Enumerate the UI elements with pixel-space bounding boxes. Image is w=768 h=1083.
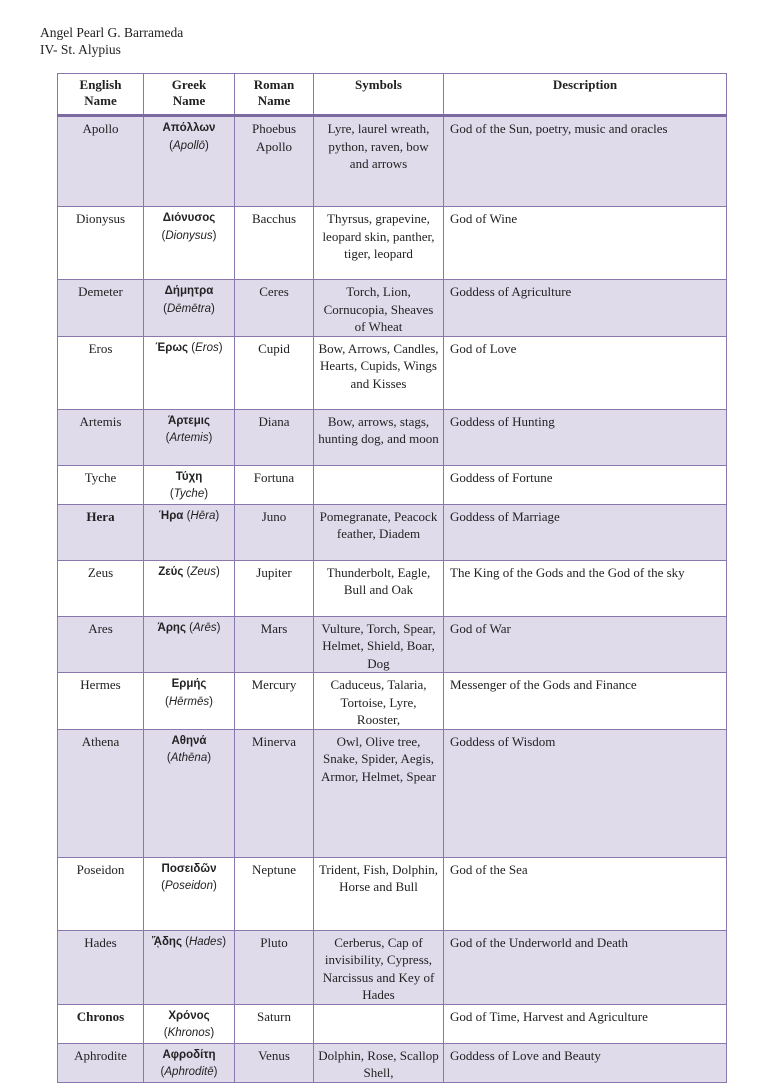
- cell-description: God of Wine: [444, 207, 727, 280]
- cell-symbols: Bow, Arrows, Candles, Hearts, Cupids, Wings and Kisses: [314, 336, 444, 409]
- cell-english-name: Apollo: [58, 116, 144, 207]
- cell-roman-name: Diana: [235, 409, 314, 465]
- cell-symbols: Pomegranate, Peacock feather, Diadem: [314, 504, 444, 560]
- cell-greek-name: Έρως (Eros): [144, 336, 235, 409]
- cell-symbols: Lyre, laurel wreath, python, raven, bow and arrows: [314, 116, 444, 207]
- table-row: [58, 560, 727, 616]
- greek-transliteration: Artemis: [169, 432, 209, 444]
- cell-roman-name: Jupiter: [235, 560, 314, 616]
- cell-symbols: Torch, Lion, Cornucopia, Sheaves of Wheat: [314, 280, 444, 337]
- greek-transliteration: Hērmēs: [168, 695, 210, 708]
- cell-roman-name: Phoebus Apollo: [235, 116, 314, 207]
- cell-greek-name: Χρόνος (Khronos): [144, 1004, 235, 1043]
- greek-word: Χρόνος: [168, 1009, 210, 1022]
- greek-word: Διόνυσος: [162, 212, 216, 224]
- greek-transliteration: Aphroditē: [164, 1066, 214, 1078]
- cell-roman-name: Mars: [235, 616, 314, 673]
- greek-word: Άρτεμις: [168, 414, 210, 427]
- cell-symbols: Dolphin, Rose, Scallop Shell,: [314, 1043, 444, 1082]
- cell-greek-name: Ζεύς (Zeus): [144, 560, 235, 616]
- cell-english-name: Chronos: [58, 1004, 144, 1043]
- greek-word: Ερμής: [171, 678, 207, 690]
- cell-roman-name: Juno: [235, 504, 314, 560]
- cell-english-name: Ares: [58, 616, 144, 673]
- cell-greek-name: Αθηνά (Athēna): [144, 729, 235, 857]
- cell-description: God of the Underworld and Death: [444, 930, 727, 1004]
- table-row: [58, 116, 727, 207]
- cell-english-name: Hermes: [58, 673, 144, 730]
- greek-word: Απόλλων: [162, 122, 216, 134]
- class-section: IV- St. Alypius: [40, 42, 121, 57]
- greek-word: Ζεύς: [158, 565, 184, 578]
- cell-roman-name: Mercury: [235, 673, 314, 730]
- greek-word: Δήμητρα: [164, 285, 214, 297]
- greek-transliteration: Khronos: [167, 1027, 211, 1039]
- cell-english-name: Eros: [58, 336, 144, 409]
- greek-word: Τύχη: [175, 470, 203, 483]
- author-block: [40, 24, 183, 58]
- cell-english-name: Poseidon: [58, 857, 144, 930]
- cell-symbols: Caduceus, Talaria, Tortoise, Lyre, Rooster,: [314, 673, 444, 730]
- table-row: [58, 616, 727, 673]
- cell-description: Goddess of Hunting: [444, 409, 727, 465]
- cell-english-name: Hera: [58, 504, 144, 560]
- cell-english-name: Artemis: [58, 409, 144, 465]
- table-row: [58, 504, 727, 560]
- greek-word: Έρως: [155, 341, 189, 354]
- author-name: Angel Pearl G. Barrameda: [40, 25, 184, 40]
- cell-english-name: Athena: [58, 729, 144, 857]
- cell-roman-name: Neptune: [235, 857, 314, 930]
- cell-roman-name: Minerva: [235, 729, 314, 857]
- cell-description: Messenger of the Gods and Finance: [444, 673, 727, 730]
- cell-greek-name: Άρτεμις (Artemis): [144, 409, 235, 465]
- greek-word: Αθηνά: [171, 734, 207, 747]
- cell-greek-name: ᾍδης (Hades): [144, 930, 235, 1004]
- cell-description: God of Love: [444, 336, 727, 409]
- cell-roman-name: Saturn: [235, 1004, 314, 1043]
- table-row: [58, 336, 727, 409]
- cell-greek-name: Ερμής (Hērmēs): [144, 673, 235, 730]
- cell-description: Goddess of Marriage: [444, 504, 727, 560]
- cell-symbols: Cerberus, Cap of invisibility, Cypress, Narcissus and Key of Hades: [314, 930, 444, 1004]
- greek-transliteration: Dionysus: [165, 229, 213, 242]
- cell-greek-name: Απόλλων (Apollō): [144, 116, 235, 207]
- cell-greek-name: Ήρα (Hēra): [144, 504, 235, 560]
- greek-transliteration: Athēna: [170, 752, 208, 764]
- table-row: [58, 409, 727, 465]
- greek-transliteration: Hēra: [190, 509, 216, 522]
- header-greek-name: Greek Name: [144, 74, 235, 116]
- greek-word: ᾍδης: [151, 935, 182, 948]
- header-roman-name: Roman Name: [235, 74, 314, 116]
- table-row: [58, 465, 727, 504]
- cell-roman-name: Venus: [235, 1043, 314, 1082]
- table-row: [58, 930, 727, 1004]
- cell-roman-name: Cupid: [235, 336, 314, 409]
- cell-description: Goddess of Fortune: [444, 465, 727, 504]
- table-row: [58, 207, 727, 280]
- header-english-name: English Name: [58, 74, 144, 116]
- cell-description: God of the Sun, poetry, music and oracles: [444, 116, 727, 207]
- greek-transliteration: Zeus: [190, 565, 216, 578]
- greek-transliteration: Eros: [195, 341, 219, 354]
- cell-symbols: Thyrsus, grapevine, leopard skin, panther, tiger, leopard: [314, 207, 444, 280]
- greek-transliteration: Tyche: [173, 488, 205, 500]
- table-header-row: [58, 74, 727, 116]
- cell-description: The King of the Gods and the God of the sky: [444, 560, 727, 616]
- cell-english-name: Aphrodite: [58, 1043, 144, 1082]
- cell-symbols: Owl, Olive tree, Snake, Spider, Aegis, Armor, Helmet, Spear: [314, 729, 444, 857]
- cell-greek-name: Άρης (Arēs): [144, 616, 235, 673]
- cell-english-name: Demeter: [58, 280, 144, 337]
- cell-description: God of War: [444, 616, 727, 673]
- cell-english-name: Zeus: [58, 560, 144, 616]
- cell-symbols: [314, 465, 444, 504]
- cell-english-name: Tyche: [58, 465, 144, 504]
- cell-greek-name: Διόνυσος (Dionysus): [144, 207, 235, 280]
- table-row: [58, 673, 727, 730]
- cell-symbols: Thunderbolt, Eagle, Bull and Oak: [314, 560, 444, 616]
- table-row: [58, 280, 727, 337]
- greek-transliteration: Dēmētra: [166, 302, 212, 315]
- cell-english-name: Hades: [58, 930, 144, 1004]
- cell-description: God of Time, Harvest and Agriculture: [444, 1004, 727, 1043]
- gods-table: [57, 73, 727, 1083]
- greek-word: Άρης: [157, 621, 186, 634]
- cell-greek-name: Δήμητρα (Dēmētra): [144, 280, 235, 337]
- greek-word: Αφροδίτη: [162, 1048, 216, 1061]
- header-description: Description: [444, 74, 727, 116]
- greek-word: Ήρα: [158, 509, 184, 522]
- cell-greek-name: Ποσειδῶν (Poseidon): [144, 857, 235, 930]
- cell-symbols: Trident, Fish, Dolphin, Horse and Bull: [314, 857, 444, 930]
- cell-description: Goddess of Love and Beauty: [444, 1043, 727, 1082]
- greek-word: Ποσειδῶν: [161, 862, 217, 875]
- cell-greek-name: Τύχη (Tyche): [144, 465, 235, 504]
- cell-description: God of the Sea: [444, 857, 727, 930]
- cell-roman-name: Pluto: [235, 930, 314, 1004]
- cell-description: Goddess of Agriculture: [444, 280, 727, 337]
- table-row: [58, 729, 727, 857]
- cell-symbols: Vulture, Torch, Spear, Helmet, Shield, Boar, Dog: [314, 616, 444, 673]
- table-row: [58, 1043, 727, 1082]
- table-row: [58, 857, 727, 930]
- cell-symbols: Bow, arrows, stags, hunting dog, and moon: [314, 409, 444, 465]
- cell-description: Goddess of Wisdom: [444, 729, 727, 857]
- cell-roman-name: Ceres: [235, 280, 314, 337]
- cell-roman-name: Bacchus: [235, 207, 314, 280]
- greek-transliteration: Poseidon: [165, 880, 213, 892]
- header-symbols: Symbols: [314, 74, 444, 116]
- greek-transliteration: Arēs: [192, 621, 217, 634]
- greek-transliteration: Apollō: [173, 139, 205, 152]
- cell-greek-name: Αφροδίτη (Aphroditē): [144, 1043, 235, 1082]
- greek-transliteration: Hades: [188, 935, 223, 948]
- cell-english-name: Dionysus: [58, 207, 144, 280]
- cell-roman-name: Fortuna: [235, 465, 314, 504]
